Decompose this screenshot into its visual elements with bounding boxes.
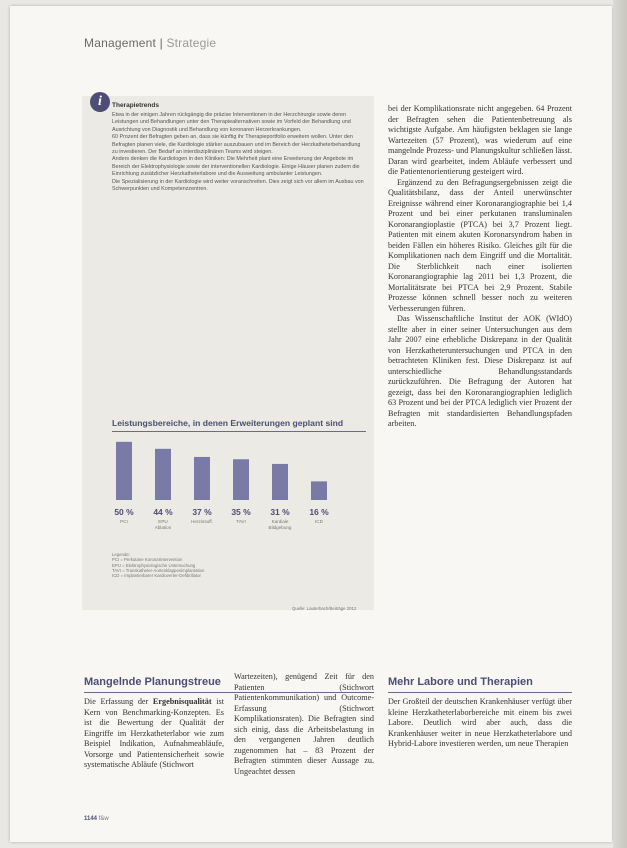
section1-col2-text: Wartezeiten), genügend Zeit für den Patienten (Stichwort Patientenkommunikation) und Outcome-Erfassung (Stichwort Komplikationsraten). Die Befragten sind sich einig, dass die Arbeitsbelastung in den vergangenen Jahren deutlich zugenommen hat – 83 Prozent der Befragten stimmten dieser Aussage zu. Ungeachtet dessen bbox=[234, 672, 374, 776]
chart-category-label: Herzinsuff. bbox=[191, 519, 213, 524]
chart-bar bbox=[311, 481, 327, 500]
chart-category-label: Kardiale bbox=[271, 519, 289, 524]
chart-bar bbox=[116, 442, 132, 500]
chart-value-label: 44 % bbox=[153, 507, 173, 517]
page-number: 1144 bbox=[84, 816, 98, 822]
section-title: Mehr Labore und Therapien bbox=[388, 676, 533, 688]
chart-category-label: Ablation bbox=[154, 525, 172, 530]
chart-bar bbox=[233, 459, 249, 500]
info-paragraph: Anders denken die Kardiologen in den Kliniken: Die Mehrheit plant eine Erweiterung der Angebote im Bereich der Elektrophysiologie sowie der interventionellen Kardiologie. Einige Häuser planen zudem die Einrichtung zusätzlicher Herzkatheterlabore und die Ausweitung ambulanter Leistungen. bbox=[112, 156, 360, 178]
chart-bar bbox=[155, 449, 171, 500]
page-edge bbox=[613, 0, 627, 848]
chart-title-rule bbox=[112, 431, 366, 432]
chart-legend bbox=[112, 552, 204, 578]
chart-bar bbox=[194, 457, 210, 500]
legend-line: ICD = Implantierbarer Kardioverter-Defibrillator bbox=[112, 573, 201, 579]
page-footer bbox=[84, 816, 109, 822]
info-box-title: Therapietrends bbox=[112, 102, 159, 109]
page-header bbox=[84, 36, 216, 50]
journal-name: f&w bbox=[98, 816, 109, 822]
legend-line: PCI = Perkutane Koronarintervention bbox=[112, 557, 183, 563]
chart-category-label: ICD bbox=[315, 519, 323, 524]
chart-source: Quelle: Lauterbach/Beiträge 2012 bbox=[292, 606, 357, 611]
header-separator: | bbox=[156, 36, 167, 50]
section1-col1-text bbox=[84, 697, 224, 771]
right-paragraph: Das Wissenschaftliche Institut der AOK (WIdO) stellte aber in einer seiner Untersuchungen aus dem Jahr 2007 eine erhebliche Diskrepanz in der Qualität von Herzkatheteruntersuchungen und PTCA in den betrachteten Kliniken fest. Diese Diskrepanz ist auf unterschiedliche Behandlungsstandards zurückzuführen. Die Befragung der Autoren hat gezeigt, dass bei den Koronarangiographien lediglich 63 Prozent und bei der PTCA lediglich vier Prozent der Befragten mit standardisierten Behandlungspfaden arbeiten. bbox=[388, 314, 572, 428]
chart-value-label: 35 % bbox=[231, 507, 251, 517]
right-column bbox=[388, 104, 572, 430]
chart-value-label: 31 % bbox=[270, 507, 290, 517]
section2-column bbox=[388, 697, 572, 750]
section-rule bbox=[388, 692, 572, 693]
header-subsection: Strategie bbox=[166, 36, 217, 50]
chart-category-label: Bildgebung bbox=[268, 525, 292, 530]
info-paragraph: 60 Prozent der Befragten geben an, dass sie künftig ihr Therapieportfolio erweitern wollen. Unter den Befragten planen viele, die Kardiologie stärker auszubauen und im Bereich der Herzkatheterbehandlung zu investieren. Der Bedarf an interdisziplinären Teams wird steigen. bbox=[112, 134, 361, 156]
info-paragraph: Etwa in der einigen Jahren rückgängig die präzise Interventionen in der Herzchirurgie sowie deren Leistungen und Behandlungen unter den Therapiealternativen sowie im Vorfeld der Behandlung und Ausrichtung von Diagnostik und Behandlung von koronaren Herzerkrankungen. bbox=[112, 112, 351, 133]
chart-bar bbox=[272, 464, 288, 500]
bold-term: Ergebnisqualität bbox=[152, 697, 212, 706]
section-title: Mangelnde Planungstreue bbox=[84, 676, 221, 688]
info-icon: i bbox=[90, 92, 110, 112]
legend-line: TAVI = Transkatheter-Aortenklappenimplantation bbox=[112, 567, 205, 573]
info-paragraph: Die Spezialisierung in der Kardiologie wird weiter voranschreiten. Dies zeigt sich vor allem im Ausbau von Schwerpunkten und Kompetenzzentren. bbox=[112, 178, 364, 193]
info-box-body bbox=[112, 112, 364, 193]
chart-title: Leistungsbereiche, in denen Erweiterungen geplant sind bbox=[112, 418, 344, 428]
legend-line: Legende: bbox=[112, 552, 130, 557]
section1-column1 bbox=[84, 697, 224, 771]
text-span: Die Erfassung der bbox=[84, 697, 153, 706]
chart-category-label: EPU bbox=[158, 519, 168, 524]
legend-line: EPU = Elektrophysiologische Untersuchung bbox=[112, 562, 196, 568]
chart-category-label: PCI bbox=[120, 519, 128, 524]
bar-chart bbox=[108, 436, 370, 552]
section2-text: Der Großteil der deutschen Krankenhäuser verfügt über kleine Herzkatheterlaborbereiche mit einem bis zwei Labore. Deutlich wird aber auch, dass die Krankenhäuser weiter in neue Herzkatheterlabore und Hybrid-Labore investieren werden, um neue Therapien bbox=[388, 697, 572, 748]
chart-value-label: 37 % bbox=[192, 507, 212, 517]
chart-category-label: TAVI bbox=[236, 519, 246, 524]
header-section: Management bbox=[84, 36, 157, 50]
chart-value-label: 50 % bbox=[114, 507, 134, 517]
right-paragraph: bei der Komplikationsrate nicht angegeben. 64 Prozent der Befragten sehen die Patientenbetreuung als wichtigste Aufgabe. Am häufigsten beklagen sie lange Wartezeiten (57 Prozent), was wiederum auf eine mangelnde Prozess- und Planungskultur schließen lässt. Daran wird gearbeitet, indem Abläufe verbessert und die Patientenorientierung gesteigert wird. bbox=[388, 104, 572, 176]
text-span: ist Kern von Benchmarking-Konzepten. Es ist die Bewertung der Qualität der Eingriffe im Herzkatheterlabor wie zum Beispiel Indikation, Aufnahmeabläufe, Vorsorge und Patientensicherheit sowie systematische Abläufe (Stichwort bbox=[84, 697, 224, 769]
chart-value-label: 16 % bbox=[309, 507, 329, 517]
right-paragraph: Ergänzend zu den Befragungsergebnissen zeigt die Qualitätsbilanz, dass der Anteil unerwünschter Ereignisse während einer Koronarangiographie bei 1,4 Prozent und bei einer perkutanen transluminalen Koronarangioplastie (PTCA) bei 3,7 Prozent liegt. Patienten mit einem akuten Koronarsyndrom haben in beiden Fällen ein höheres Risiko. Gleiches gilt für die Komplikationen nach dem Eingriff und die Mortalität. Die Sterblichkeit nach einer isolierten Koronarangiographie lag 2011 bei 1,3 Prozent, die Mortalitätsrate bei PTCA bei 2,9 Prozent. Stabile Prozesse können schnell besser noch zu weiteren Verbesserungen führen. bbox=[388, 177, 572, 313]
section1-column2 bbox=[234, 672, 374, 777]
